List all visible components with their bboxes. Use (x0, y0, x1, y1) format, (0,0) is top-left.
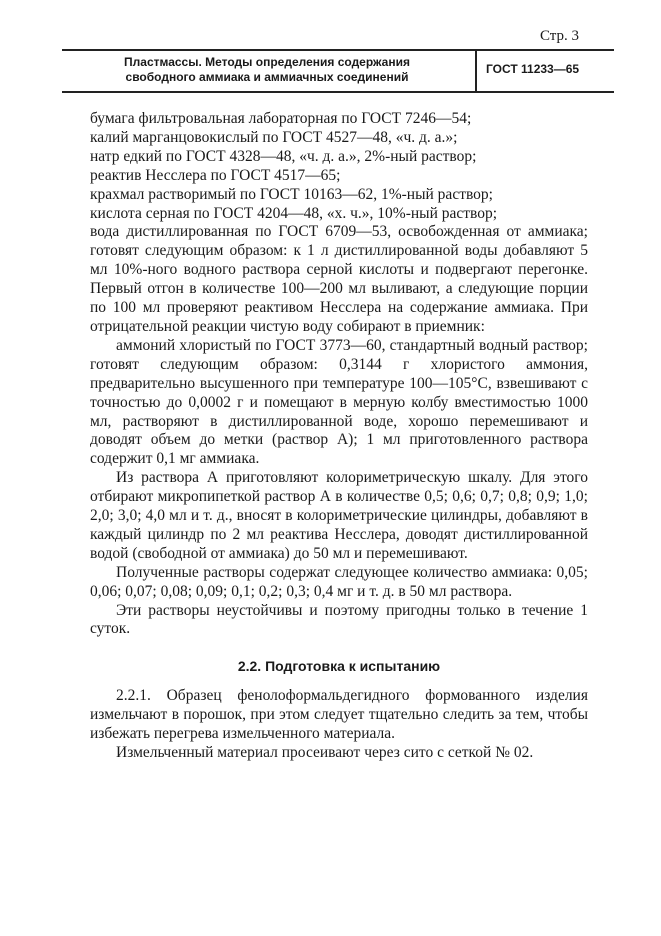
reagent-distilled-water: вода дистиллированная по ГОСТ 6709—53, освобожденная от аммиака; готовят следующим образом: к 1 л дистиллированной воды добавляют 5 мл 10%-ного водного раствора серной кислоты и подвергают перегонке. Первый отгон в количестве 100—200 мл выливают, а следующие порции по 100 мл проверяют реактивом Несслера на содержание аммиака. При отрицательной реакции чистую воду собирают в приемник: (90, 223, 588, 335)
reagent-starch: крахмал растворимый по ГОСТ 10163—62, 1%-ный раствор; (90, 185, 493, 203)
reagent-sodium-hydroxide: натр едкий по ГОСТ 4328—48, «ч. д. а.», 2%-ный раствор; (90, 147, 477, 165)
paragraph-sieving: Измельченный материал просеивают через сито с сеткой № 02. (116, 744, 534, 761)
paragraph-solutions-content: Полученные растворы содержат следующее количество аммиака: 0,05; 0,06; 0,07; 0,08; 0,09; 0,1; 0,2; 0,3; 0,4 мг и т. д. в 50 мл раствора. (90, 563, 588, 600)
paragraph-stability: Эти растворы неустойчивы и поэтому пригодны только в течение 1 суток. (90, 601, 588, 638)
document-body (90, 110, 588, 763)
reagent-sulfuric-acid: кислота серная по ГОСТ 4204—48, «х. ч.», 10%-ный раствор; (90, 204, 498, 222)
paragraph-colorimetric-scale: Из раствора А приготовляют колориметрическую шкалу. Для этого отбирают микропипеткой раствор А в количестве 0,5; 0,6; 0,7; 0,8; 0,9; 1,0; 2,0; 3,0; 4,0 мл и т. д., вносят в колориметрические цилиндры, добавляют в каждый цилиндр по 2 мл реактива Несслера, доводят дистиллированной водой (свободной от аммиака) до 50 мл и перемешивают. (90, 469, 588, 562)
section-heading: 2.2. Подготовка к испытанию (237, 658, 441, 675)
reagent-paper: бумага фильтровальная лабораторная по ГОСТ 7246—54; (90, 110, 472, 127)
header-title-line-2: свободного аммиака и аммиачных соединений (125, 70, 409, 84)
header-title (62, 55, 472, 85)
header-divider (475, 51, 477, 91)
page-number: Стр. 3 (540, 28, 580, 44)
header-title-line-1: Пластмассы. Методы определения содержания (124, 55, 410, 69)
paragraph-2-2-1: 2.2.1. Образец фенолоформальдегидного формованного изделия измельчают в порошок, при этом следует тщательно следить за тем, чтобы избежать перегрева измельченного материала. (90, 687, 588, 743)
reagent-nessler: реактив Несслера по ГОСТ 4517—65; (90, 166, 341, 184)
reagent-ammonium-chloride: аммоний хлористый по ГОСТ 3773—60, стандартный водный раствор; готовят следующим образом: 0,3144 г хлористого аммония, предварительно высушенного при температуре 100—105°С, взвешивают с точностью до 0,0002 г и помещают в мерную колбу вместимостью 1000 мл, растворяют в дистиллированной воде, хорошо перемешивают и доводят объем до метки (раствор А); 1 мл приготовленного раствора содержит 0,1 мг аммиака. (90, 336, 588, 468)
reagent-permanganate: калий марганцовокислый по ГОСТ 4527—48, «ч. д. а.»; (90, 128, 458, 146)
standard-code: ГОСТ 11233—65 (486, 62, 580, 76)
document-header (62, 49, 614, 93)
